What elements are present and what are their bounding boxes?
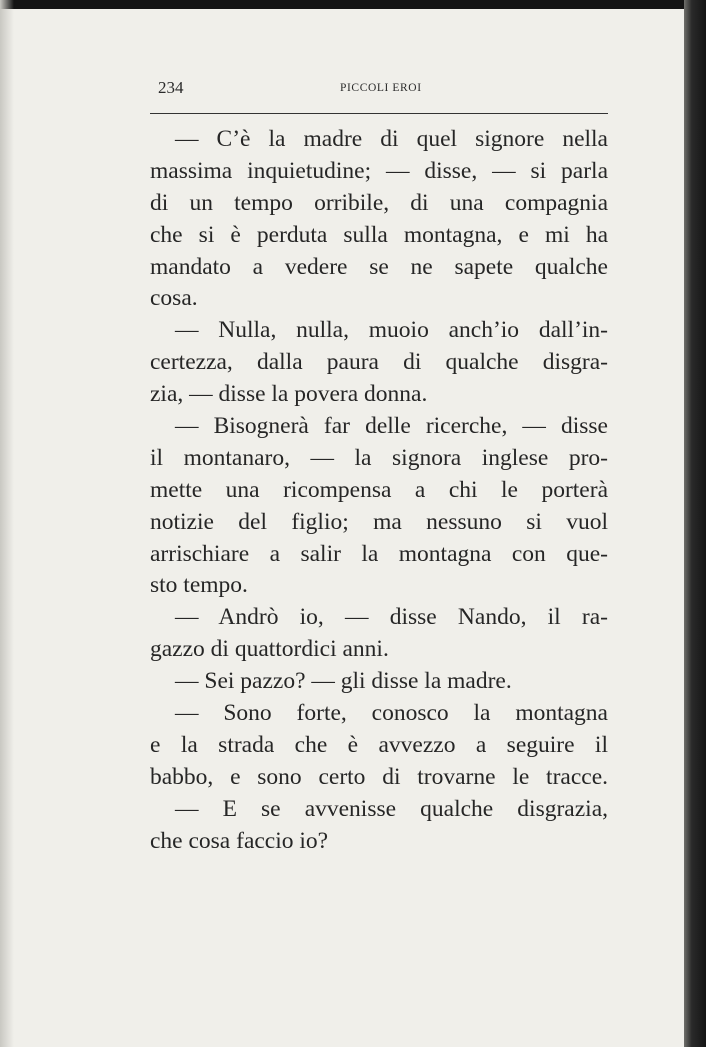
page-header xyxy=(158,78,608,100)
text-line: arrischiare a salir la montagna con que- xyxy=(150,540,608,567)
text-line: che cosa faccio io? xyxy=(150,827,329,854)
page-number: 234 xyxy=(158,78,184,97)
text-line: zia, — disse la povera donna. xyxy=(150,381,428,408)
text-line: mette una ricompensa a chi le porterà xyxy=(150,476,608,503)
text-line: gazzo di quattordici anni. xyxy=(150,636,389,663)
text-line: — Andrò io, — disse Nando, il ra- xyxy=(175,604,608,631)
text-line: — C’è la madre di quel signore nella xyxy=(175,126,608,152)
text-line: notizie del figlio; ma nessuno si vuol xyxy=(150,508,608,535)
text-line: massima inquietudine; — disse, — si parla xyxy=(150,157,608,184)
text-line: — Bisognerà far delle ricerche, — disse xyxy=(175,413,608,440)
text-line: sto tempo. xyxy=(150,572,248,599)
page-left-shadow xyxy=(0,0,14,1047)
text-line: babbo, e sono certo di trovarne le tracce. xyxy=(150,763,608,790)
text-line: — E se avvenisse qualche disgrazia, xyxy=(175,795,608,822)
text-line: cosa. xyxy=(150,285,198,312)
text-line: di un tempo orribile, di una compagnia xyxy=(150,189,608,216)
text-line: — Sono forte, conosco la montagna xyxy=(175,700,608,727)
text-line: mandato a vedere se ne sapete qualche xyxy=(150,253,608,280)
running-head: PICCOLI EROI xyxy=(340,82,422,94)
scan-right-border xyxy=(684,0,706,1047)
scan-top-border xyxy=(0,0,706,9)
text-line: — Sei pazzo? — gli disse la madre. xyxy=(175,668,512,695)
text-line: e la strada che è avvezzo a seguire il xyxy=(150,731,608,758)
text-line: certezza, dalla paura di qualche disgra- xyxy=(150,349,608,376)
text-line: il montanaro, — la signora inglese pro- xyxy=(150,444,608,471)
header-rule xyxy=(150,113,608,114)
body-text xyxy=(150,124,608,857)
text-line: che si è perduta sulla montagna, e mi ha xyxy=(150,221,608,248)
text-line: — Nulla, nulla, muoio anch’io dall’in- xyxy=(175,317,608,344)
